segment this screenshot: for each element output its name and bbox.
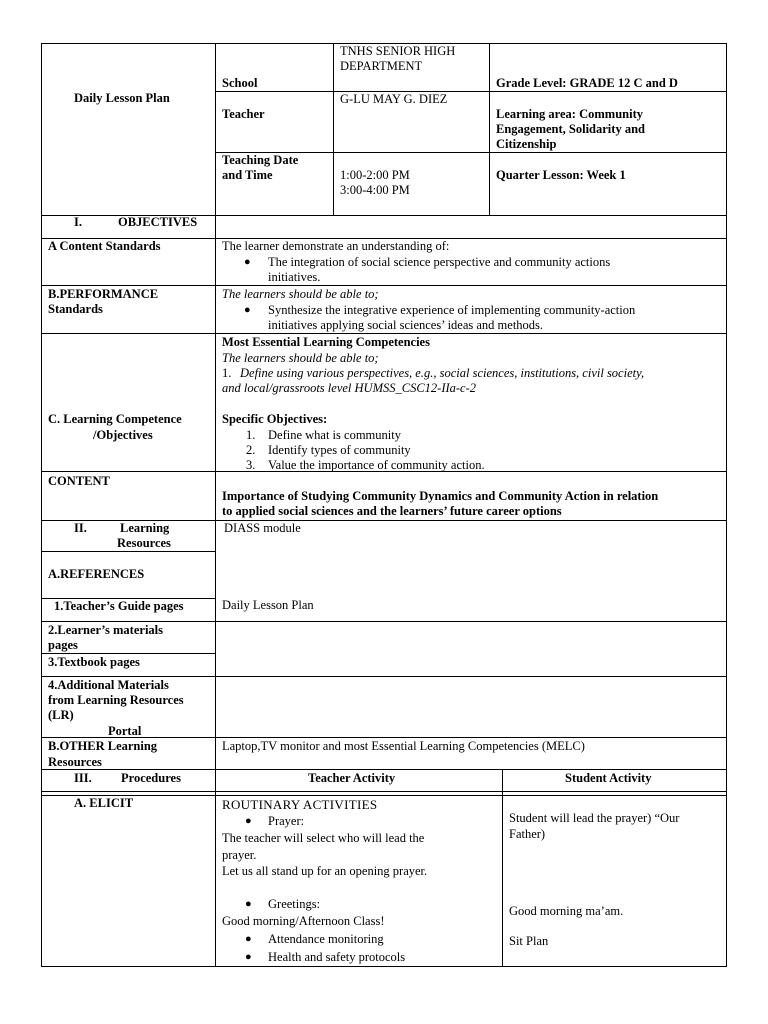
prayer-text-line3: Let us all stand up for an opening prayer. [222, 864, 428, 878]
teacher-label: Teacher [222, 107, 265, 121]
grid-line [215, 215, 216, 775]
resources-number: II. [74, 521, 87, 535]
bullet-icon: ● [244, 304, 251, 316]
specific-objective-number: 1. [246, 428, 256, 442]
grid-line [41, 769, 727, 770]
grid-line [41, 791, 727, 792]
specific-objective-number: 3. [246, 458, 256, 472]
grid-line [41, 676, 727, 677]
grid-line [215, 91, 726, 92]
bullet-icon: ● [245, 951, 252, 963]
school-value-line2: DEPARTMENT [340, 59, 423, 73]
grade-level: Grade Level: GRADE 12 C and D [496, 76, 678, 90]
competence-label-line1: C. Learning Competence [48, 412, 182, 426]
other-resources-label-line2: Resources [48, 755, 102, 769]
specific-objective-2: Identify types of community [268, 443, 411, 457]
other-resources-label-line1: B.OTHER Learning [48, 739, 158, 753]
references-label: A.REFERENCES [48, 567, 145, 581]
date-label-line1: Teaching Date [222, 153, 299, 167]
content-standards-label: A Content Standards [48, 239, 161, 253]
melc-item-number: 1. [222, 366, 232, 380]
performance-label-line1: B.PERFORMANCE [48, 287, 159, 301]
elicit-label: A. ELICIT [74, 796, 134, 810]
module-value: DIASS module [224, 521, 301, 535]
competence-label-line2: /Objectives [93, 428, 153, 442]
learners-materials-label-line1: 2.Learner’s materials [48, 623, 164, 637]
teachers-guide-label: 1.Teacher’s Guide pages [54, 599, 184, 613]
specific-objective-number: 2. [246, 443, 256, 457]
melc-heading: Most Essential Learning Competencies [222, 335, 430, 349]
teachers-guide-value: Daily Lesson Plan [222, 598, 314, 612]
school-value-line1: TNHS SENIOR HIGH [340, 44, 456, 58]
grid-line [41, 795, 727, 796]
content-value-line2: to applied social sciences and the learners’ future career options [222, 504, 562, 518]
learners-materials-label-line2: pages [48, 638, 78, 652]
learning-area-line1: Learning area: Community [496, 107, 643, 121]
melc-item-line1: Define using various perspectives, e.g., social sciences, institutions, civil society, [240, 366, 645, 380]
performance-intro: The learners should be able to; [222, 287, 379, 301]
content-standards-intro: The learner demonstrate an understanding of: [222, 239, 450, 253]
resources-heading-line1: Learning [120, 521, 170, 535]
prayer-text-line2: prayer. [222, 848, 257, 862]
greetings-text: Good morning/Afternoon Class! [222, 914, 385, 928]
student-activity-header: Student Activity [565, 771, 652, 785]
grid-line [215, 775, 216, 967]
health-bullet: Health and safety protocols [268, 950, 406, 964]
learning-area-line2: Engagement, Solidarity and [496, 122, 645, 136]
grid-line [502, 769, 503, 967]
greetings-bullet: Greetings: [268, 897, 321, 911]
grid-line [215, 43, 216, 215]
bullet-icon: ● [245, 815, 252, 827]
resources-heading-line2: Resources [117, 536, 171, 550]
performance-item-line1: Synthesize the integrative experience of implementing community-action [268, 303, 636, 317]
student-sit-plan: Sit Plan [509, 934, 549, 948]
attendance-bullet: Attendance monitoring [268, 932, 384, 946]
grid-line [333, 43, 334, 215]
content-label: CONTENT [48, 474, 110, 488]
quarter-lesson: Quarter Lesson: Week 1 [496, 168, 626, 182]
content-value-line1: Importance of Studying Community Dynamics and Community Action in relation [222, 489, 659, 503]
performance-label-line2: Standards [48, 302, 103, 316]
document-title: Daily Lesson Plan [74, 91, 170, 105]
additional-label-line2: from Learning Resources [48, 693, 184, 707]
specific-objective-1: Define what is community [268, 428, 401, 442]
teacher-activity-header: Teacher Activity [308, 771, 396, 785]
table-border-left [41, 43, 42, 967]
content-standards-item-line2: initiatives. [268, 270, 321, 284]
additional-label-line1: 4.Additional Materials [48, 678, 169, 692]
learning-area-line3: Citizenship [496, 137, 557, 151]
objectives-heading: OBJECTIVES [118, 215, 198, 229]
date-label-line2: and Time [222, 168, 273, 182]
student-prayer-line2: Father) [509, 827, 546, 841]
performance-item-line2: initiatives applying social sciences’ ideas and methods. [268, 318, 544, 332]
melc-item-line2: and local/grassroots level HUMSS_CSC12-IIa-c-2 [222, 381, 477, 395]
additional-label-line3: (LR) [48, 708, 74, 722]
table-border-bottom [41, 966, 727, 967]
additional-label-line4: Portal [108, 724, 142, 738]
prayer-text-line1: The teacher will select who will lead the [222, 831, 425, 845]
time-value-2: 3:00-4:00 PM [340, 183, 410, 197]
procedures-number: III. [74, 771, 92, 785]
other-resources-value: Laptop,TV monitor and most Essential Learning Competencies (MELC) [222, 739, 585, 753]
bullet-icon: ● [245, 898, 252, 910]
melc-intro: The learners should be able to; [222, 351, 379, 365]
teacher-value: G-LU MAY G. DIEZ [340, 92, 448, 106]
student-greeting: Good morning ma’am. [509, 904, 624, 918]
school-label: School [222, 76, 258, 90]
grid-line [41, 285, 727, 286]
grid-line [41, 621, 727, 622]
objectives-number: I. [74, 215, 82, 229]
prayer-bullet: Prayer: [268, 814, 305, 828]
grid-line [41, 551, 215, 552]
bullet-icon: ● [245, 933, 252, 945]
content-standards-item-line1: The integration of social science perspective and community actions [268, 255, 611, 269]
specific-objectives-heading: Specific Objectives: [222, 412, 328, 426]
grid-line [41, 333, 727, 334]
textbook-label: 3.Textbook pages [48, 655, 140, 669]
grid-line [41, 737, 727, 738]
bullet-icon: ● [244, 256, 251, 268]
time-value-1: 1:00-2:00 PM [340, 168, 410, 182]
grid-line [489, 43, 490, 215]
table-border-right [726, 43, 727, 967]
procedures-heading: Procedures [121, 771, 181, 785]
routinary-activities-heading: ROUTINARY ACTIVITIES [222, 797, 378, 812]
student-prayer-line1: Student will lead the prayer) “Our [509, 811, 680, 825]
specific-objective-3: Value the importance of community action. [268, 458, 485, 472]
grid-line [41, 653, 215, 654]
